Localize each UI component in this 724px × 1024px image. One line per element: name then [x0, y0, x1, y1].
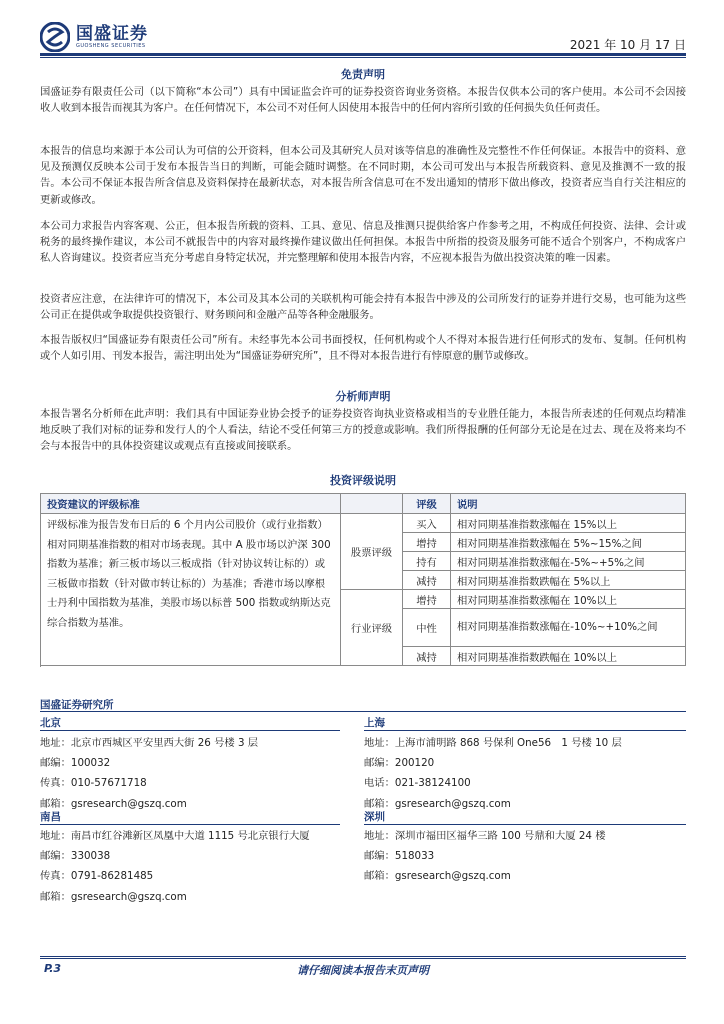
institute-divider: [40, 711, 686, 712]
shenzhen-contact: [364, 826, 686, 887]
stock-rating-label: 股票评级: [341, 514, 403, 590]
rating-level: 减持: [403, 571, 451, 590]
rating-level: 增持: [403, 590, 451, 609]
rating-description: 相对同期基准指数涨幅在-5%~+5%之间: [451, 552, 686, 571]
rating-level: 增持: [403, 533, 451, 552]
shanghai-divider: [364, 730, 686, 731]
institute-title: 国盛证券研究所: [40, 699, 114, 711]
city-shanghai: 上海: [364, 717, 385, 729]
beijing-divider: [40, 730, 340, 731]
footer-divider: [40, 956, 686, 957]
shanghai-tel: 电话：021-38124100: [364, 777, 471, 790]
report-date: 2021 年 10 月 17 日: [569, 38, 686, 52]
footer-note: 请仔细阅读本报告末页声明: [297, 964, 429, 977]
header-description: 说明: [451, 494, 686, 514]
rating-description: 相对同期基准指数涨幅在 10%以上: [451, 590, 686, 609]
disclaimer-paragraph-3: 本公司力求报告内容客观、公正，但本报告所载的资料、工具、意见、信息及推测只提供给客户作参考之用，不构成任何投资、法律、会计或税务的最终操作建议，本公司不就报告中的内容对最终操作建议做出任何担保。本报告中所指的投资及服务可能不适合个别客户，不构成客户私人咨询建议。投资者应当充分考虑自身特定状况，并完整理解和使用本报告内容，不应视本报告为做出投资决策的唯一因素。: [40, 220, 686, 265]
rating-description: 相对同期基准指数涨幅在 5%~15%之间: [451, 533, 686, 552]
nanchang-zip: 邮编：330038: [40, 850, 111, 863]
beijing-contact: [40, 733, 360, 814]
shenzhen-divider: [364, 824, 686, 825]
city-beijing: 北京: [40, 717, 61, 729]
rating-table-header: [41, 494, 686, 514]
beijing-fax: 传真：010-57671718: [40, 777, 147, 790]
nanchang-email: 邮箱：gsresearch@gszq.com: [40, 890, 187, 903]
disclaimer-paragraph-2: 本报告的信息均来源于本公司认为可信的公开资料，但本公司及其研究人员对该等信息的准确性及完整性不作任何保证。本报告中的资料、意见及预测仅反映本公司于发布本报告当日的判断，可能会随时调整。在不同时期，本公司可发出与本报告所载资料、意见及推测不一致的报告。本公司不保证本报告所含信息及资料保持在最新状态，对本报告所含信息可在不发出通知的情形下做出修改，投资者应当自行关注相应的更新或修改。: [40, 145, 686, 206]
beijing-zip: 邮编：100032: [40, 757, 111, 770]
industry-rating-label: 行业评级: [341, 590, 403, 666]
rating-level: 买入: [403, 514, 451, 533]
page-number: P.3: [44, 962, 62, 975]
logo-english-name: GUOSHENG SECURITIES: [76, 42, 146, 49]
nanchang-contact: [40, 826, 360, 907]
shenzhen-address: 地址：深圳市福田区福华三路 100 号鼎和大厦 24 楼: [364, 830, 606, 842]
analyst-paragraph: 本报告署名分析师在此声明：我们具有中国证券业协会授予的证券投资咨询执业资格或相当的专业胜任能力，本报告所表述的任何观点均精准地反映了我们对标的证券和发行人的个人看法，结论不受任何第三方的授意或影响。我们所得报酬的任何部分无论是在过去、现在及将来均不会与本报告中的具体投资建议或观点有直接或间接联系。: [40, 408, 686, 453]
city-shenzhen: 深圳: [364, 811, 385, 823]
disclaimer-title: 免责声明: [341, 68, 385, 81]
shanghai-contact: [364, 733, 686, 814]
table-row: [41, 514, 686, 533]
beijing-email: 邮箱：gsresearch@gszq.com: [40, 797, 187, 810]
guosheng-logo-icon: [40, 22, 70, 52]
beijing-address: 地址：北京市西城区平安里西大街 26 号楼 3 层: [40, 737, 259, 749]
rating-description: 相对同期基准指数涨幅在-10%~+10%之间: [451, 609, 686, 647]
rating-description: 相对同期基准指数涨幅在 15%以上: [451, 514, 686, 533]
nanchang-address: 地址：南昌市红谷滩新区凤凰中大道 1115 号北京银行大厦: [40, 830, 310, 842]
analyst-title: 分析师声明: [335, 390, 391, 403]
rating-standard-text: 评级标准为报告发布日后的 6 个月内公司股价（或行业指数）相对同期基准指数的相对市场表现。其中 A 股市场以沪深 300 指数为基准；新三板市场以三板成指（针对协议转让标的）或三板做市指数（针对做市转让标的）为基准；香港市场以摩根士丹利中国指数为基准，美股市场以标普 500 指数或纳斯达克综合指数为基准。: [41, 514, 341, 666]
nanchang-fax: 传真：0791-86281485: [40, 870, 154, 883]
shenzhen-zip: 邮编：518033: [364, 850, 435, 863]
shanghai-address: 地址：上海市浦明路 868 号保利 One56 1 号楼 10 层: [364, 737, 622, 749]
shanghai-email: 邮箱：gsresearch@gszq.com: [364, 797, 511, 810]
header-divider-thin: [40, 57, 686, 58]
header-standard: 投资建议的评级标准: [41, 494, 341, 514]
header-blank: [341, 494, 403, 514]
shenzhen-email: 邮箱：gsresearch@gszq.com: [364, 870, 511, 883]
footer-divider-thin: [40, 958, 686, 959]
disclaimer-paragraph-5: 本报告版权归“国盛证券有限责任公司”所有。未经事先本公司书面授权，任何机构或个人不得对本报告进行任何形式的发布、复制。任何机构或个人如引用、刊发本报告，需注明出处为“国盛证券研究所”，且不得对本报告进行有悖原意的删节或修改。: [40, 334, 686, 363]
logo-chinese-name: 国盛证券: [76, 23, 148, 44]
header-rating: 评级: [403, 494, 451, 514]
rating-description: 相对同期基准指数跌幅在 5%以上: [451, 571, 686, 590]
rating-table: [40, 493, 686, 666]
rating-level: 减持: [403, 647, 451, 666]
nanchang-divider: [40, 824, 340, 825]
rating-title: 投资评级说明: [330, 474, 396, 487]
rating-level: 持有: [403, 552, 451, 571]
rating-level: 中性: [403, 609, 451, 647]
company-logo: [40, 20, 148, 54]
shanghai-zip: 邮编：200120: [364, 757, 435, 770]
disclaimer-paragraph-1: 国盛证券有限责任公司（以下简称“本公司”）具有中国证监会许可的证券投资咨询业务资格。本报告仅供本公司的客户使用。本公司不会因接收人收到本报告而视其为客户。在任何情况下，本公司不对任何人因使用本报告中的任何内容所引致的任何损失负任何责任。: [40, 86, 686, 115]
city-nanchang: 南昌: [40, 811, 61, 823]
disclaimer-paragraph-4: 投资者应注意，在法律许可的情况下，本公司及其本公司的关联机构可能会持有本报告中涉及的公司所发行的证券并进行交易，也可能为这些公司正在提供或争取提供投资银行、财务顾问和金融产品等各种金融服务。: [40, 293, 686, 322]
page-header: [40, 20, 686, 54]
rating-description: 相对同期基准指数跌幅在 10%以上: [451, 647, 686, 666]
header-divider: [40, 53, 686, 56]
